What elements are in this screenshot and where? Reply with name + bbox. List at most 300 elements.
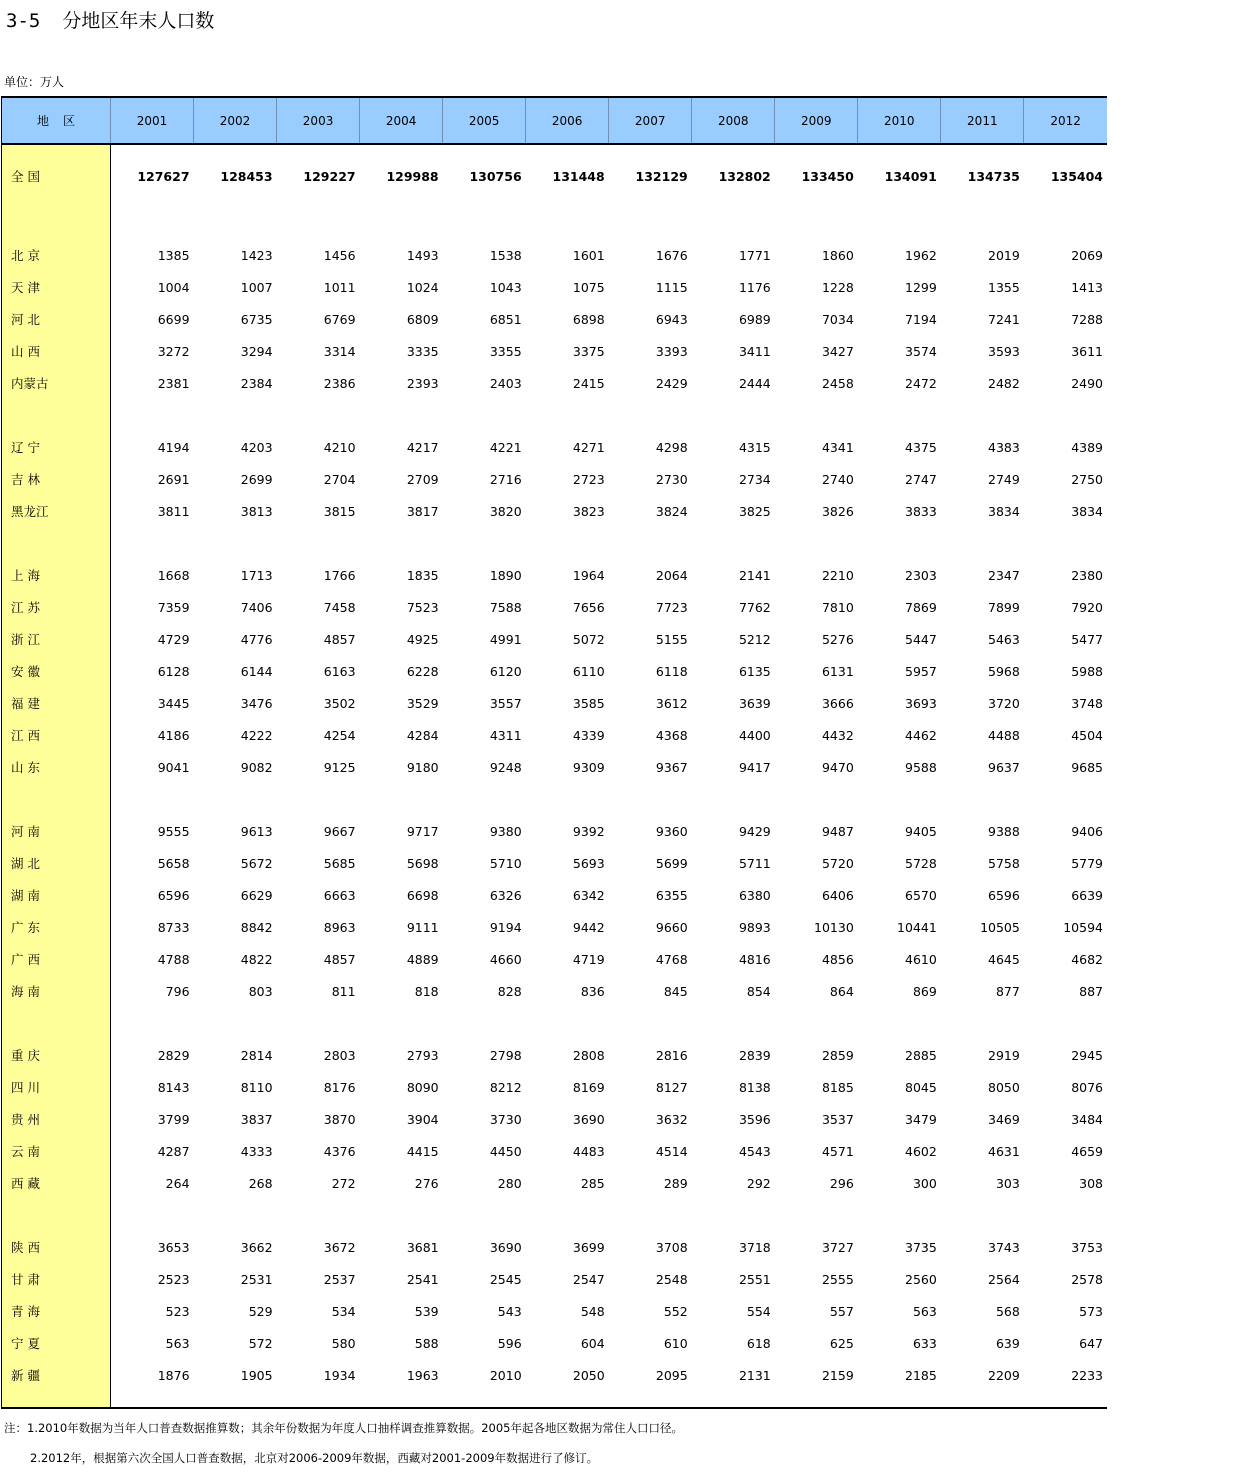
population-cell: 4333 xyxy=(240,1143,273,1159)
population-cell: 9685 xyxy=(1071,759,1103,775)
table-row xyxy=(2,847,1108,879)
population-cell: 604 xyxy=(580,1335,605,1351)
population-cell: 4400 xyxy=(738,727,771,743)
population-cell: 9417 xyxy=(738,759,771,775)
population-cell: 869 xyxy=(912,983,937,999)
population-cell: 3294 xyxy=(240,343,273,359)
population-cell: 7458 xyxy=(323,599,356,615)
population-cell: 2403 xyxy=(489,375,522,391)
population-cell: 2747 xyxy=(905,471,937,487)
population-cell: 3690 xyxy=(572,1111,605,1127)
population-cell: 6698 xyxy=(406,887,439,903)
population-cell: 4383 xyxy=(988,439,1020,455)
population-cell: 3272 xyxy=(157,343,190,359)
population-cell: 3639 xyxy=(738,695,771,711)
page-title xyxy=(6,6,214,33)
population-cell: 803 xyxy=(248,983,273,999)
population-cell: 135404 xyxy=(1050,168,1103,184)
population-cell: 2750 xyxy=(1071,471,1103,487)
population-cell: 2560 xyxy=(905,1271,937,1287)
population-cell: 3718 xyxy=(738,1239,771,1255)
population-cell: 3411 xyxy=(738,343,771,359)
population-cell: 6110 xyxy=(572,663,605,679)
population-cell: 4788 xyxy=(157,951,190,967)
population-cell: 2531 xyxy=(240,1271,273,1287)
population-cell: 4543 xyxy=(738,1143,771,1159)
population-cell: 6342 xyxy=(572,887,605,903)
population-cell: 3427 xyxy=(821,343,854,359)
population-cell: 1963 xyxy=(406,1367,439,1383)
population-cell: 4222 xyxy=(240,727,273,743)
population-cell: 1423 xyxy=(240,247,273,263)
population-table xyxy=(1,96,1107,1409)
population-cell: 9555 xyxy=(157,823,190,839)
population-cell: 1176 xyxy=(738,279,771,295)
population-cell: 3730 xyxy=(489,1111,522,1127)
region-name: 四 川 xyxy=(2,1071,111,1103)
population-cell: 4719 xyxy=(572,951,605,967)
population-cell: 523 xyxy=(165,1303,190,1319)
population-cell: 1860 xyxy=(821,247,854,263)
table-row xyxy=(2,1103,1108,1135)
population-cell: 3314 xyxy=(323,343,356,359)
population-cell: 9405 xyxy=(905,823,937,839)
population-cell: 2723 xyxy=(572,471,605,487)
population-cell: 8842 xyxy=(240,919,273,935)
population-cell: 2444 xyxy=(738,375,771,391)
region-name: 浙 江 xyxy=(2,623,111,655)
population-cell: 303 xyxy=(995,1175,1020,1191)
population-cell: 2885 xyxy=(905,1047,937,1063)
population-cell: 4254 xyxy=(323,727,356,743)
population-cell: 10130 xyxy=(814,919,854,935)
table-row xyxy=(2,623,1108,655)
table-row xyxy=(2,463,1108,495)
population-cell: 7869 xyxy=(905,599,937,615)
population-cell: 3611 xyxy=(1071,343,1103,359)
population-cell: 2829 xyxy=(157,1047,190,1063)
population-cell: 1493 xyxy=(406,247,439,263)
year-header: 2009 xyxy=(775,97,858,144)
population-cell: 4488 xyxy=(988,727,1020,743)
region-name: 江 西 xyxy=(2,719,111,751)
population-cell: 3662 xyxy=(240,1239,273,1255)
population-cell: 2429 xyxy=(655,375,688,391)
population-cell: 7194 xyxy=(905,311,937,327)
population-cell: 4221 xyxy=(489,439,522,455)
population-cell: 1228 xyxy=(821,279,854,295)
population-cell: 5711 xyxy=(738,855,771,871)
population-cell: 9360 xyxy=(655,823,688,839)
table-row xyxy=(2,367,1108,399)
population-cell: 280 xyxy=(497,1175,522,1191)
population-cell: 2555 xyxy=(821,1271,854,1287)
population-cell: 5779 xyxy=(1071,855,1103,871)
population-cell: 1676 xyxy=(655,247,688,263)
population-cell: 6326 xyxy=(489,887,522,903)
population-cell: 3484 xyxy=(1071,1111,1103,1127)
population-cell: 2816 xyxy=(655,1047,688,1063)
population-cell: 563 xyxy=(912,1303,937,1319)
population-cell: 9406 xyxy=(1071,823,1103,839)
population-cell: 3699 xyxy=(572,1239,605,1255)
table-row xyxy=(2,559,1108,591)
population-cell: 133450 xyxy=(801,168,854,184)
population-cell: 3469 xyxy=(988,1111,1020,1127)
population-cell: 6355 xyxy=(655,887,688,903)
population-cell: 4514 xyxy=(655,1143,688,1159)
population-cell: 3445 xyxy=(157,695,190,711)
population-cell: 3904 xyxy=(406,1111,439,1127)
region-name: 海 南 xyxy=(2,975,111,1007)
population-cell: 1835 xyxy=(406,567,439,583)
population-cell: 2233 xyxy=(1071,1367,1103,1383)
population-cell: 3815 xyxy=(323,503,356,519)
population-cell: 4194 xyxy=(157,439,190,455)
population-cell: 6596 xyxy=(988,887,1020,903)
population-cell: 128453 xyxy=(220,168,273,184)
population-cell: 6596 xyxy=(157,887,190,903)
region-name: 湖 北 xyxy=(2,847,111,879)
population-cell: 633 xyxy=(912,1335,937,1351)
population-cell: 9442 xyxy=(572,919,605,935)
population-cell: 4610 xyxy=(905,951,937,967)
population-cell: 4822 xyxy=(240,951,273,967)
population-cell: 4768 xyxy=(655,951,688,967)
region-name: 贵 州 xyxy=(2,1103,111,1135)
population-cell: 4389 xyxy=(1071,439,1103,455)
population-cell: 3748 xyxy=(1071,695,1103,711)
population-cell: 6898 xyxy=(572,311,605,327)
population-cell: 1713 xyxy=(240,567,273,583)
population-cell: 2547 xyxy=(572,1271,605,1287)
population-cell: 132802 xyxy=(718,168,771,184)
table-row xyxy=(2,815,1108,847)
population-cell: 9637 xyxy=(988,759,1020,775)
population-cell: 5155 xyxy=(655,631,688,647)
population-cell: 2793 xyxy=(406,1047,439,1063)
population-cell: 864 xyxy=(829,983,854,999)
population-cell: 9041 xyxy=(157,759,190,775)
population-cell: 3834 xyxy=(1071,503,1103,519)
population-cell: 610 xyxy=(663,1335,688,1351)
population-cell: 647 xyxy=(1079,1335,1103,1351)
spacer-row xyxy=(2,1391,1108,1408)
population-cell: 6663 xyxy=(323,887,356,903)
population-cell: 2814 xyxy=(240,1047,273,1063)
population-cell: 2415 xyxy=(572,375,605,391)
population-cell: 8185 xyxy=(821,1079,854,1095)
region-name: 重 庆 xyxy=(2,1039,111,1071)
spacer-row xyxy=(2,1007,1108,1039)
population-cell: 134091 xyxy=(884,168,937,184)
population-cell: 3690 xyxy=(489,1239,522,1255)
population-cell: 4483 xyxy=(572,1143,605,1159)
spacer-row xyxy=(2,207,1108,239)
population-cell: 3753 xyxy=(1071,1239,1103,1255)
region-name: 江 苏 xyxy=(2,591,111,623)
population-cell: 5728 xyxy=(905,855,937,871)
population-cell: 5758 xyxy=(988,855,1020,871)
table-row xyxy=(2,239,1108,271)
population-cell: 3817 xyxy=(406,503,439,519)
population-cell: 4315 xyxy=(738,439,771,455)
population-cell: 3537 xyxy=(821,1111,854,1127)
population-cell: 5658 xyxy=(157,855,190,871)
population-cell: 2472 xyxy=(905,375,937,391)
population-cell: 2749 xyxy=(988,471,1020,487)
population-cell: 4186 xyxy=(157,727,190,743)
region-name: 山 西 xyxy=(2,335,111,367)
population-cell: 9194 xyxy=(489,919,522,935)
population-cell: 2095 xyxy=(655,1367,688,1383)
population-cell: 4857 xyxy=(323,631,356,647)
population-cell: 8963 xyxy=(323,919,356,935)
population-cell: 573 xyxy=(1079,1303,1103,1319)
region-column-header: 地区 xyxy=(2,97,111,144)
footnote-1: 注：1.2010年数据为当年人口普查数据推算数；其余年份数据为年度人口抽样调查推算数据。2005年起各地区数据为常住人口口径。 xyxy=(4,1421,683,1435)
population-cell: 5276 xyxy=(821,631,854,647)
population-cell: 4284 xyxy=(406,727,439,743)
population-cell: 2303 xyxy=(905,567,937,583)
region-name: 宁 夏 xyxy=(2,1327,111,1359)
population-cell: 625 xyxy=(829,1335,854,1351)
population-cell: 5988 xyxy=(1071,663,1103,679)
population-cell: 2699 xyxy=(240,471,273,487)
population-cell: 7034 xyxy=(821,311,854,327)
population-cell: 6851 xyxy=(489,311,522,327)
population-cell: 6120 xyxy=(489,663,522,679)
table-number: 3-5 xyxy=(6,10,41,32)
population-cell: 3375 xyxy=(572,343,605,359)
population-cell: 563 xyxy=(165,1335,190,1351)
population-cell: 2010 xyxy=(489,1367,522,1383)
table-row xyxy=(2,1263,1108,1295)
population-cell: 3529 xyxy=(406,695,439,711)
table-row xyxy=(2,591,1108,623)
population-cell: 1011 xyxy=(323,279,356,295)
population-cell: 887 xyxy=(1079,983,1103,999)
table-row xyxy=(2,1359,1108,1391)
population-cell: 7359 xyxy=(157,599,190,615)
population-cell: 2523 xyxy=(157,1271,190,1287)
population-cell: 4889 xyxy=(406,951,439,967)
population-cell: 9111 xyxy=(406,919,439,935)
population-cell: 3727 xyxy=(821,1239,854,1255)
population-cell: 9380 xyxy=(489,823,522,839)
population-cell: 3813 xyxy=(240,503,273,519)
population-cell: 7810 xyxy=(821,599,854,615)
population-cell: 2386 xyxy=(323,375,356,391)
population-cell: 2380 xyxy=(1071,567,1103,583)
header-row xyxy=(2,97,1108,144)
population-cell: 134735 xyxy=(967,168,1020,184)
population-cell: 596 xyxy=(497,1335,522,1351)
population-cell: 3672 xyxy=(323,1239,356,1255)
region-name: 河 南 xyxy=(2,815,111,847)
table-row xyxy=(2,431,1108,463)
table-row xyxy=(2,303,1108,335)
unit-label: 单位：万人 xyxy=(4,75,65,89)
population-cell: 543 xyxy=(497,1303,522,1319)
population-cell: 2859 xyxy=(821,1047,854,1063)
spacer-row xyxy=(2,399,1108,431)
population-cell: 285 xyxy=(580,1175,605,1191)
population-cell: 4203 xyxy=(240,439,273,455)
population-cell: 554 xyxy=(746,1303,771,1319)
population-cell: 4368 xyxy=(655,727,688,743)
population-cell: 580 xyxy=(331,1335,356,1351)
population-cell: 796 xyxy=(165,983,190,999)
population-cell: 8169 xyxy=(572,1079,605,1095)
population-cell: 4376 xyxy=(323,1143,356,1159)
population-cell: 7288 xyxy=(1071,311,1103,327)
population-cell: 3593 xyxy=(988,343,1020,359)
population-cell: 8138 xyxy=(738,1079,771,1095)
population-cell: 6769 xyxy=(323,311,356,327)
population-cell: 3612 xyxy=(655,695,688,711)
region-name: 湖 南 xyxy=(2,879,111,911)
population-cell: 2551 xyxy=(738,1271,771,1287)
population-cell: 4682 xyxy=(1071,951,1103,967)
population-cell: 618 xyxy=(746,1335,771,1351)
population-cell: 3825 xyxy=(738,503,771,519)
table-row xyxy=(2,1135,1108,1167)
population-cell: 568 xyxy=(995,1303,1020,1319)
population-cell: 7523 xyxy=(406,599,439,615)
population-cell: 3799 xyxy=(157,1111,190,1127)
population-cell: 289 xyxy=(663,1175,688,1191)
table-row xyxy=(2,1231,1108,1263)
population-cell: 6380 xyxy=(738,887,771,903)
region-name: 福 建 xyxy=(2,687,111,719)
population-cell: 854 xyxy=(746,983,771,999)
population-cell: 4210 xyxy=(323,439,356,455)
population-cell: 811 xyxy=(331,983,356,999)
table-title: 分地区年末人口数 xyxy=(62,10,215,32)
population-cell: 1007 xyxy=(240,279,273,295)
region-name: 云 南 xyxy=(2,1135,111,1167)
population-cell: 1004 xyxy=(157,279,190,295)
population-cell: 8050 xyxy=(988,1079,1020,1095)
population-cell: 4462 xyxy=(905,727,937,743)
population-cell: 7241 xyxy=(988,311,1020,327)
population-cell: 7920 xyxy=(1071,599,1103,615)
region-name: 黑龙江 xyxy=(2,495,111,527)
population-cell: 3653 xyxy=(157,1239,190,1255)
population-cell: 2019 xyxy=(988,247,1020,263)
population-cell: 2716 xyxy=(489,471,522,487)
population-cell: 2541 xyxy=(406,1271,439,1287)
population-cell: 3476 xyxy=(240,695,273,711)
year-header: 2003 xyxy=(277,97,360,144)
population-cell: 4217 xyxy=(406,439,439,455)
population-cell: 2141 xyxy=(738,567,771,583)
population-cell: 4991 xyxy=(489,631,522,647)
population-cell: 3811 xyxy=(157,503,190,519)
population-cell: 1075 xyxy=(572,279,605,295)
population-cell: 828 xyxy=(497,983,522,999)
population-cell: 3585 xyxy=(572,695,605,711)
population-cell: 2808 xyxy=(572,1047,605,1063)
population-cell: 4856 xyxy=(821,951,854,967)
year-header: 2008 xyxy=(692,97,775,144)
population-cell: 3735 xyxy=(905,1239,937,1255)
region-name: 西 藏 xyxy=(2,1167,111,1199)
population-cell: 4504 xyxy=(1071,727,1103,743)
region-name: 天 津 xyxy=(2,271,111,303)
population-cell: 300 xyxy=(912,1175,937,1191)
population-cell: 6144 xyxy=(240,663,273,679)
population-cell: 6989 xyxy=(738,311,771,327)
population-cell: 9082 xyxy=(240,759,273,775)
population-cell: 2945 xyxy=(1071,1047,1103,1063)
population-cell: 3632 xyxy=(655,1111,688,1127)
population-cell: 6699 xyxy=(157,311,190,327)
population-cell: 4339 xyxy=(572,727,605,743)
table-row xyxy=(2,687,1108,719)
population-cell: 3837 xyxy=(240,1111,273,1127)
spacer-row xyxy=(2,783,1108,815)
population-cell: 6131 xyxy=(821,663,854,679)
population-cell: 2458 xyxy=(821,375,854,391)
population-cell: 7762 xyxy=(738,599,771,615)
population-cell: 1355 xyxy=(988,279,1020,295)
population-cell: 131448 xyxy=(552,168,605,184)
population-cell: 2347 xyxy=(988,567,1020,583)
population-cell: 5710 xyxy=(489,855,522,871)
population-cell: 292 xyxy=(746,1175,771,1191)
population-cell: 296 xyxy=(829,1175,854,1191)
population-cell: 4925 xyxy=(406,631,439,647)
region-name: 吉 林 xyxy=(2,463,111,495)
population-cell: 4432 xyxy=(821,727,854,743)
population-cell: 2919 xyxy=(988,1047,1020,1063)
population-cell: 2545 xyxy=(489,1271,522,1287)
table-row xyxy=(2,1167,1108,1199)
population-cell: 6809 xyxy=(406,311,439,327)
population-cell: 6228 xyxy=(406,663,439,679)
population-cell: 7656 xyxy=(572,599,605,615)
population-cell: 3826 xyxy=(821,503,854,519)
population-cell: 9588 xyxy=(905,759,937,775)
population-cell: 534 xyxy=(331,1303,356,1319)
population-cell: 2482 xyxy=(988,375,1020,391)
population-cell: 2578 xyxy=(1071,1271,1103,1287)
population-cell: 308 xyxy=(1079,1175,1103,1191)
population-cell: 5477 xyxy=(1071,631,1103,647)
table-row xyxy=(2,655,1108,687)
population-cell: 2803 xyxy=(323,1047,356,1063)
population-cell: 1115 xyxy=(655,279,688,295)
population-cell: 1538 xyxy=(489,247,522,263)
population-cell: 1962 xyxy=(905,247,937,263)
population-cell: 2159 xyxy=(821,1367,854,1383)
population-cell: 2050 xyxy=(572,1367,605,1383)
population-cell: 9893 xyxy=(738,919,771,935)
population-cell: 264 xyxy=(165,1175,190,1191)
population-cell: 5698 xyxy=(406,855,439,871)
region-name: 广 西 xyxy=(2,943,111,975)
population-cell: 3557 xyxy=(489,695,522,711)
population-cell: 2210 xyxy=(821,567,854,583)
table-row xyxy=(2,879,1108,911)
population-cell: 2381 xyxy=(157,375,190,391)
region-name: 北 京 xyxy=(2,239,111,271)
population-cell: 3479 xyxy=(905,1111,937,1127)
population-cell: 1299 xyxy=(905,279,937,295)
population-cell: 5957 xyxy=(905,663,937,679)
